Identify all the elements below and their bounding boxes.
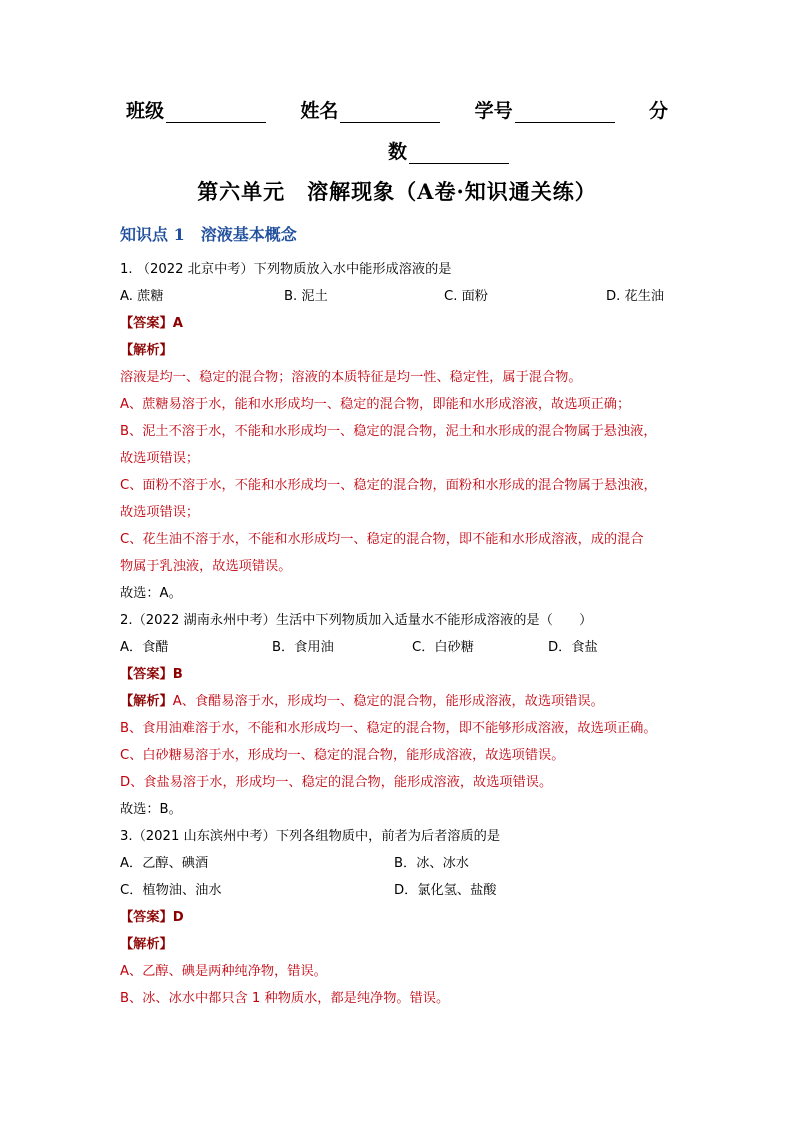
- q1-answer: 【答案】A: [120, 316, 183, 331]
- q2-analysis-first: [120, 688, 680, 715]
- q3-options-row1: [120, 850, 680, 877]
- q3-analysis-line: A、乙醇、碘是两种纯净物，错误。: [120, 964, 327, 979]
- q1-option-a: A. 蔗糖: [120, 289, 164, 304]
- q1-analysis-line: C、花生油不溶于水，不能和水形成均一、稳定的混合物，即不能和水形成溶液，成的混合: [120, 532, 644, 547]
- q2-stem: 2.（2022 湖南永州中考）生活中下列物质加入适量水不能形成溶液的是（ ）: [120, 613, 593, 628]
- student-info-header: [126, 96, 668, 123]
- q1-option-b: B. 泥土: [284, 289, 328, 304]
- q2-analysis-line: D、食盐易溶于水，形成均一、稳定的混合物，能形成溶液，故选项错误。: [120, 775, 553, 790]
- q1-analysis-line: 故选项错误；: [120, 505, 200, 520]
- q3-stem: 3.（2021 山东滨州中考）下列各组物质中，前者为后者溶质的是: [120, 829, 501, 844]
- q1-choice: 故选：A。: [120, 586, 182, 601]
- name-label: 姓名: [300, 100, 339, 122]
- q1-analysis-label: 【解析】: [120, 343, 173, 358]
- name-blank[interactable]: [340, 102, 440, 123]
- q1-option-c: C. 面粉: [444, 289, 488, 304]
- q1-options: [120, 283, 680, 310]
- q2-analysis-line: A、食醋易溶于水，形成均一、稳定的混合物，能形成溶液，故选项错误。: [172, 694, 604, 709]
- q3-option-a: A．乙醇、碘酒: [120, 856, 209, 871]
- q2-option-c: C．白砂糖: [412, 640, 474, 655]
- q3-option-d: D．氯化氢、盐酸: [394, 883, 497, 898]
- page-title: 第六单元 溶解现象（A卷·知识通关练）: [197, 179, 597, 204]
- q3-analysis-label: 【解析】: [120, 937, 173, 952]
- class-blank[interactable]: [166, 102, 266, 123]
- score-label-part2: 数: [388, 141, 408, 163]
- q1-analysis-line: B、泥土不溶于水，不能和水形成均一、稳定的混合物，泥土和水形成的混合物属于悬浊液，: [120, 424, 657, 439]
- q2-analysis-line: B、食用油难溶于水，不能和水形成均一、稳定的混合物，即不能够形成溶液，故选项正确。: [120, 721, 657, 736]
- q1-analysis-line: A、蔗糖易溶于水，能和水形成均一、稳定的混合物，即能和水形成溶液，故选项正确；: [120, 397, 631, 412]
- q1-analysis-line: 故选项错误；: [120, 451, 200, 466]
- questions-content: [120, 256, 680, 1012]
- q2-option-b: B．食用油: [272, 640, 334, 655]
- class-label: 班级: [126, 100, 165, 122]
- q2-option-d: D．食盐: [548, 640, 598, 655]
- q3-answer: 【答案】D: [120, 910, 184, 925]
- class-field: [126, 96, 266, 123]
- q3-analysis-line: B、冰、冰水中都只含 1 种物质水，都是纯净物。错误。: [120, 991, 450, 1006]
- id-blank[interactable]: [515, 102, 615, 123]
- q2-analysis-line: C、白砂糖易溶于水，形成均一、稳定的混合物，能形成溶液，故选项错误。: [120, 748, 565, 763]
- q1-analysis-line: 物属于乳浊液，故选项错误。: [120, 559, 292, 574]
- q2-option-a: A．食醋: [120, 640, 169, 655]
- q3-options-row2: [120, 877, 680, 904]
- score-label-part1: 分: [648, 100, 668, 122]
- id-label: 学号: [474, 100, 513, 122]
- q2-analysis-label: 【解析】: [120, 694, 173, 709]
- q1-analysis-line: C、面粉不溶于水，不能和水形成均一、稳定的混合物，面粉和水形成的混合物属于悬浊液，: [120, 478, 657, 493]
- q3-option-b: B．冰、冰水: [394, 856, 469, 871]
- score-blank[interactable]: [409, 143, 509, 164]
- q2-choice: 故选：B。: [120, 802, 182, 817]
- q1-analysis-line: 溶液是均一、稳定的混合物；溶液的本质特征是均一性、稳定性，属于混合物。: [120, 370, 582, 385]
- q1-stem: 1. （2022 北京中考）下列物质放入水中能形成溶液的是: [120, 262, 452, 277]
- knowledge-point-heading: 知识点 1 溶液基本概念: [120, 225, 297, 244]
- q2-answer: 【答案】B: [120, 667, 183, 682]
- score-field: [388, 137, 668, 164]
- q2-options: [120, 634, 680, 661]
- q3-option-c: C．植物油、油水: [120, 883, 222, 898]
- id-field: [475, 96, 615, 123]
- name-field: [300, 96, 440, 123]
- q1-option-d: D. 花生油: [606, 289, 665, 304]
